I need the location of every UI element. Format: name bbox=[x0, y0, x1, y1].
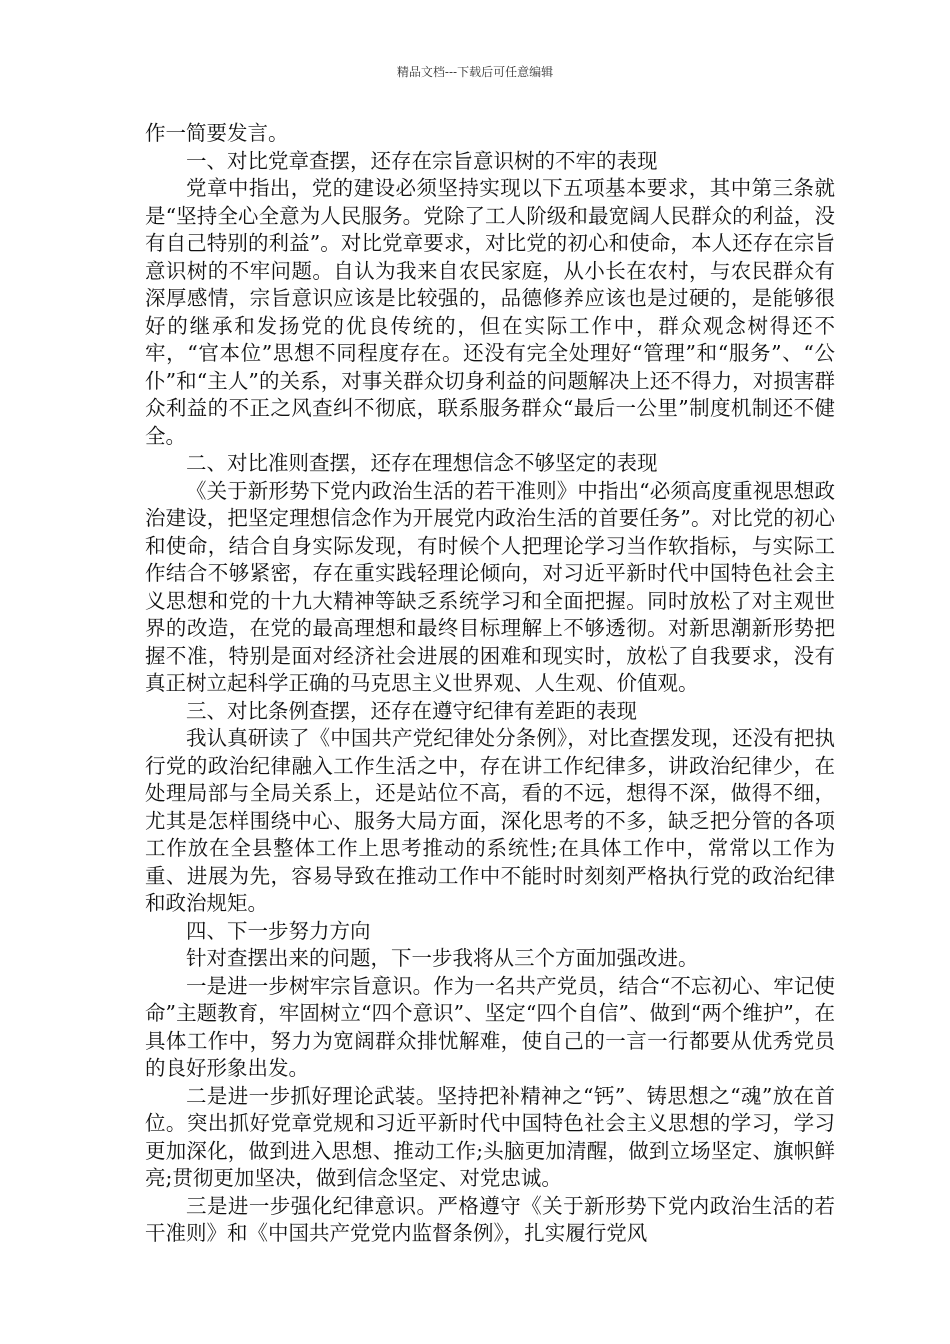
section-heading-2: 二、对比准则查摆，还存在理想信念不够坚定的表现 bbox=[186, 451, 658, 475]
page-header-watermark: 精品文档---下载后可任意编辑 bbox=[396, 65, 554, 79]
paragraph: 我认真研读了《中国共产党纪律处分条例》，对比查摆发现，还没有把执行党的政治纪律融入工作生活之中，存在讲工作纪律多，讲政治纪律少，在处理局部与全局关系上，还是站位不高，看的不远，想得不深，做得不细，尤其是怎样围绕中心、服务大局方面，深化思考的不多，缺乏把分管的各项工作放在全县整体工作上思考推动的系统性;在具体工作中，常常以工作为重、进展为先，容易导致在推动工作中不能时时刻刻严格执行党的政治纪律和政治规矩。 bbox=[145, 726, 835, 915]
paragraph: 三是进一步强化纪律意识。严格遵守《关于新形势下党内政治生活的若干准则》和《中国共产党党内监督条例》，扎实履行党风 bbox=[145, 1193, 835, 1245]
paragraph: 一是进一步树牢宗旨意识。作为一名共产党员，结合“不忘初心、牢记使命”主题教育，牢固树立“四个意识”、坚定“四个自信”、做到“两个维护”，在具体工作中，努力为宽阔群众排忧解难，使自己的一言一行都要从优秀党员的良好形象出发。 bbox=[145, 973, 835, 1080]
paragraph: 党章中指出，党的建设必须坚持实现以下五项基本要求，其中第三条就是“坚持全心全意为人民服务。党除了工人阶级和最宽阔人民群众的利益，没有自己特别的利益”。对比党章要求，对比党的初心和使命，本人还存在宗旨意识树的不牢问题。自认为我来自农民家庭，从小长在农村，与农民群众有深厚感情，宗旨意识应该是比较强的，品德修养应该也是过硬的，是能够很好的继承和发扬党的优良传统的，但在实际工作中，群众观念树得还不牢，“官本位”思想不同程度存在。还没有完全处理好“管理”和“服务”、“公仆”和“主人”的关系，对事关群众切身利益的问题解决上还不得力，对损害群众利益的不正之风查纠不彻底，联系服务群众“最后一公里”制度机制还不健全。 bbox=[145, 176, 835, 448]
paragraph: 针对查摆出来的问题，下一步我将从三个方面加强改进。 bbox=[186, 946, 699, 970]
section-heading-4: 四、下一步努力方向 bbox=[186, 918, 371, 943]
section-heading-3: 三、对比条例查摆，还存在遵守纪律有差距的表现 bbox=[186, 698, 637, 723]
paragraph: 二是进一步抓好理论武装。坚持把补精神之“钙”、铸思想之“魂”放在首位。突出抓好党章党规和习近平新时代中国特色社会主义思想的学习，学习更加深化，做到进入思想、推动工作;头脑更加清醒，做到立场坚定、旗帜鲜亮;贯彻更加坚决，做到信念坚定、对党忠诚。 bbox=[145, 1083, 835, 1190]
document-body bbox=[145, 120, 835, 1248]
section-heading-1: 一、对比党章查摆，还存在宗旨意识树的不牢的表现 bbox=[186, 148, 658, 173]
paragraph: 《关于新形势下党内政治生活的若干准则》中指出“必须高度重视思想政治建设，把坚定理想信念作为开展党内政治生活的首要任务”。对比党的初心和使命，结合自身实际发现，有时候个人把理论学习当作软指标，与实际工作结合不够紧密，存在重实践轻理论倾向，对习近平新时代中国特色社会主义思想和党的十九大精神等缺乏系统学习和全面把握。同时放松了对主观世界的改造，在党的最高理想和最终目标理解上不够透彻。对新思潮新形势把握不准，特别是面对经济社会进展的困难和现实时，放松了自我要求，没有真正树立起科学正确的马克思主义世界观、人生观、价值观。 bbox=[145, 478, 835, 695]
paragraph-continuation: 作一简要发言。 bbox=[145, 121, 289, 145]
